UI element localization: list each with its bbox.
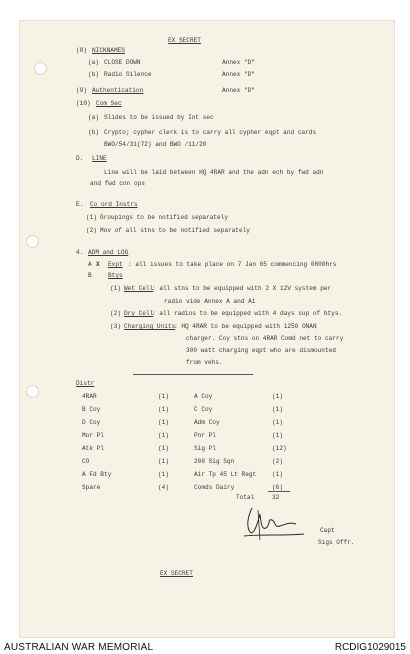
para-4b1-text-2: radio vide Annex A and A1 (164, 298, 256, 305)
distribution-unit: Adm Coy (194, 419, 220, 426)
para-8-number: (8) (76, 47, 87, 54)
para-8b-ref: Annex "D" (222, 71, 255, 78)
distribution-qty: (1) (272, 406, 283, 413)
section-e-item-2-text: Mov of all stns to be notified separately (100, 227, 250, 234)
section-d-text-1: Line will be laid between HQ 4RAR and the adn ech by fwd adn (104, 169, 324, 176)
section-divider (133, 374, 253, 375)
signatory-rank: Capt (320, 527, 335, 534)
distribution-qty: (12) (272, 445, 287, 452)
section-e-item-1-number: (1) (86, 214, 97, 221)
archive-record-id: RCDIG1029015 (334, 642, 406, 653)
para-8-title: NICKNAMES (92, 47, 125, 54)
total-rule (268, 491, 290, 492)
para-4b2-text: : all radios to be equipped with 4 days sup of btys. (152, 310, 343, 317)
para-10b-continuation: BWO/54/31(72) and BWO /11/20 (104, 141, 207, 148)
para-9-ref: Annex "D" (222, 87, 255, 94)
distribution-unit: Mor Pl (82, 432, 104, 439)
para-10a-text: Slides to be issued by Int sec (104, 114, 214, 121)
distribution-qty: (1) (272, 432, 283, 439)
para-4-number: 4. (76, 249, 84, 256)
para-4b1-number: (1) (110, 285, 121, 292)
distribution-unit: Pnr Pl (194, 432, 216, 439)
para-4b2-number: (2) (110, 310, 121, 317)
para-10-number: (10) (76, 100, 91, 107)
distribution-unit: D Coy (82, 419, 101, 426)
para-4b-title: Btys (108, 272, 123, 279)
distribution-qty: (4) (158, 484, 169, 491)
handwritten-signature (238, 500, 318, 550)
distribution-unit: Comds Dairy (194, 484, 235, 491)
distribution-unit: C Coy (194, 406, 213, 413)
para-9-title: Authentication (92, 87, 144, 94)
para-8a-number: (a) (88, 59, 99, 66)
para-4b1-text-1: : all stns to be equipped with 2 X 12V system per (152, 285, 332, 292)
para-9-number: (9) (76, 87, 87, 94)
distribution-title: Distr (76, 380, 95, 387)
para-4-title: ADM and LOG (88, 249, 129, 256)
distribution-unit: Air Tp 45 Lt Regt (194, 471, 257, 478)
para-4b3-text-3: 300 watt charging eqpt who are dismounted (186, 347, 336, 354)
para-10-title: Com Sec (96, 100, 122, 107)
distribution-qty: (1) (158, 419, 169, 426)
para-8a-ref: Annex "D" (222, 59, 255, 66)
para-4a-text: : all issues to take place on 7 Jan 65 commencing 0800hrs (128, 261, 337, 268)
section-e-label: E. (76, 201, 84, 208)
distribution-qty: (1) (158, 393, 169, 400)
para-8a-text: CLOSE DOWN (104, 59, 141, 66)
section-d-text-2: and fwd con ops (90, 180, 145, 187)
para-10b-number: (b) (88, 129, 99, 136)
distribution-unit: A Coy (194, 393, 213, 400)
distribution-qty: (1) (158, 432, 169, 439)
distribution-qty: (1) (158, 471, 169, 478)
footer-classification: EX SECRET (160, 570, 193, 577)
distribution-qty: (1) (272, 419, 283, 426)
para-4b1-title: Wet Cell (124, 285, 154, 292)
distribution-unit: 208 Sig Sqn (194, 458, 235, 465)
archive-name: AUSTRALIAN WAR MEMORIAL (4, 642, 154, 653)
signatory-appointment: Sigs Offr. (318, 539, 355, 546)
total-value: 32 (272, 494, 280, 501)
para-8b-number: (b) (88, 71, 99, 78)
distribution-qty: (1) (272, 471, 283, 478)
header-classification: EX SECRET (168, 37, 201, 44)
para-4b3-text-4: from vehs. (186, 359, 223, 366)
distribution-qty: (1) (158, 458, 169, 465)
para-4b3-text-1: : HQ 4RAR to be equipped with 1250 ONAN (174, 323, 317, 330)
para-4a-label: A (88, 261, 92, 268)
para-4b3-text-2: charger. Coy stns on 4RAR Comd net to carry (186, 335, 344, 342)
distribution-unit: CO (82, 458, 90, 465)
punch-hole (26, 235, 39, 248)
distribution-unit: Atk Pl (82, 445, 104, 452)
archive-footer (0, 640, 410, 654)
section-e-item-2-number: (2) (86, 227, 97, 234)
section-d-label: D. (76, 155, 84, 162)
distribution-qty: (1) (158, 445, 169, 452)
para-4b3-title: Charging Units (124, 323, 176, 330)
section-d-title: LINE (92, 155, 107, 162)
distribution-qty: (1) (158, 406, 169, 413)
para-4b3-number: (3) (110, 323, 121, 330)
punch-hole (26, 385, 39, 398)
para-10b-text: Crypto; cypher clerk is to carry all cypher eqpt and cards (104, 129, 317, 136)
para-4b2-title: Dry Cell (124, 310, 154, 317)
distribution-qty: (6) (272, 484, 283, 491)
distribution-unit: 4RAR (82, 393, 97, 400)
para-8b-text: Radio Silence (104, 71, 152, 78)
section-e-title: Co ord Instrs (90, 201, 138, 208)
para-4a-title: Expt (108, 261, 123, 268)
distribution-unit: B Coy (82, 406, 101, 413)
distribution-qty: (1) (272, 393, 283, 400)
distribution-qty: (2) (272, 458, 283, 465)
distribution-unit: Sig Pl (194, 445, 216, 452)
strikeout-mark: X (96, 261, 100, 268)
para-4b-label: B (88, 272, 92, 279)
total-label: Total (236, 494, 255, 501)
distribution-unit: Spare (82, 484, 101, 491)
punch-hole (34, 62, 47, 75)
distribution-unit: A Fd Bty (82, 471, 112, 478)
section-e-item-1-text: Groupings to be notified separately (100, 214, 228, 221)
para-10a-number: (a) (88, 114, 99, 121)
